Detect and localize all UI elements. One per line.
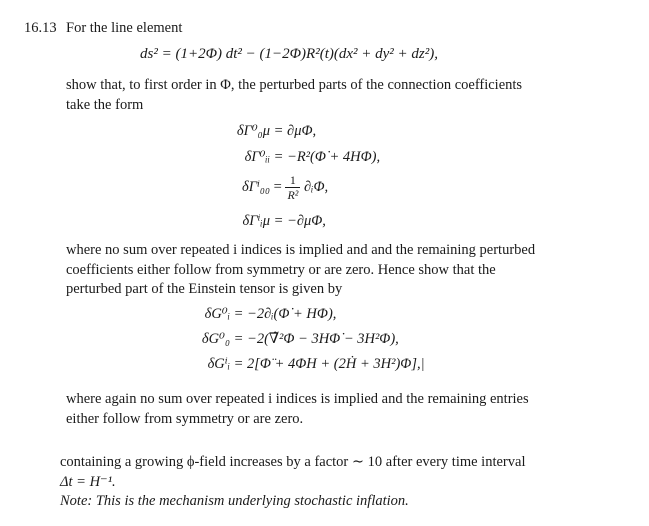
footer-text <box>60 453 525 512</box>
footer-line: containing a growing ϕ-field increases by a factor ∼ 10 after every time interval <box>60 454 526 470</box>
equation-lhs: δG⁰ᵢ <box>204 306 230 322</box>
equation-rhs: = 2[Φ̈ + 4Φ̇H + (2Ḣ + 3H²)Φ],| <box>233 356 425 372</box>
equation-rhs: = −2(∇̃²Φ − 3HΦ̇ − 3H²Φ), <box>233 331 399 347</box>
einstein-equation-3 <box>188 356 425 373</box>
connection-equation-3 <box>222 173 328 209</box>
equals-sign: = <box>273 179 282 195</box>
connection-equation-2 <box>222 149 380 166</box>
paragraph-line: where no sum over repeated i indices is implied and and the remaining perturbed <box>66 242 536 258</box>
equation-rhs: ∂ᵢΦ, <box>304 179 329 195</box>
equation-rhs: = ∂μΦ, <box>273 123 317 139</box>
equation-rhs: = −∂μΦ, <box>273 213 326 229</box>
paragraph-conclusion <box>66 390 529 429</box>
paragraph-line: take the form <box>66 96 144 113</box>
paragraph-line: either follow from symmetry or are zero. <box>66 410 304 427</box>
paragraph-line: where again no sum over repeated i indices is implied and the remaining entries <box>66 391 529 407</box>
equation-rhs: = −R²(Φ̇ + 4HΦ), <box>273 149 381 165</box>
fraction-denominator: R² <box>287 188 299 202</box>
equation-lhs: δΓⁱ₀₀ <box>242 179 270 195</box>
footer-note: Note: This is the mechanism underlying stochastic inflation. <box>60 493 409 509</box>
equation-lhs: δΓ⁰₀μ <box>236 123 270 139</box>
connection-equation-1 <box>222 123 316 140</box>
equation-lhs: δG⁰₀ <box>201 331 230 347</box>
line-element-equation: ds² = (1+2Φ) dt² − (1−2Φ)R²(t)(dx² + dy² + dz²), <box>140 46 439 62</box>
paragraph-line: perturbed part of the Einstein tensor is given by <box>66 281 343 297</box>
paragraph-einstein-intro <box>66 241 535 300</box>
connection-equation-4 <box>222 213 326 230</box>
fraction <box>285 173 300 202</box>
einstein-equation-2 <box>188 331 399 348</box>
equation-rhs: = −2∂ᵢ(Φ̇ + HΦ), <box>233 306 337 322</box>
paragraph-line: show that, to first order in Φ, the perturbed parts of the connection coefficients <box>66 77 523 93</box>
paragraph-connection-intro <box>66 76 522 115</box>
einstein-equation-1 <box>188 306 336 323</box>
equation-lhs: δΓⁱᵢμ <box>242 213 270 229</box>
equation-lhs: δGⁱᵢ <box>207 356 230 372</box>
footer-line: Δt = H⁻¹. <box>60 473 116 490</box>
problem-number: 16.13 <box>24 20 57 36</box>
paragraph-line: coefficients either follow from symmetry or are zero. Hence show that the <box>66 261 496 278</box>
equation-lhs: δΓ⁰ᵢᵢ <box>244 149 270 165</box>
problem-intro: For the line element <box>66 20 183 36</box>
fraction-numerator: 1 <box>285 173 300 188</box>
